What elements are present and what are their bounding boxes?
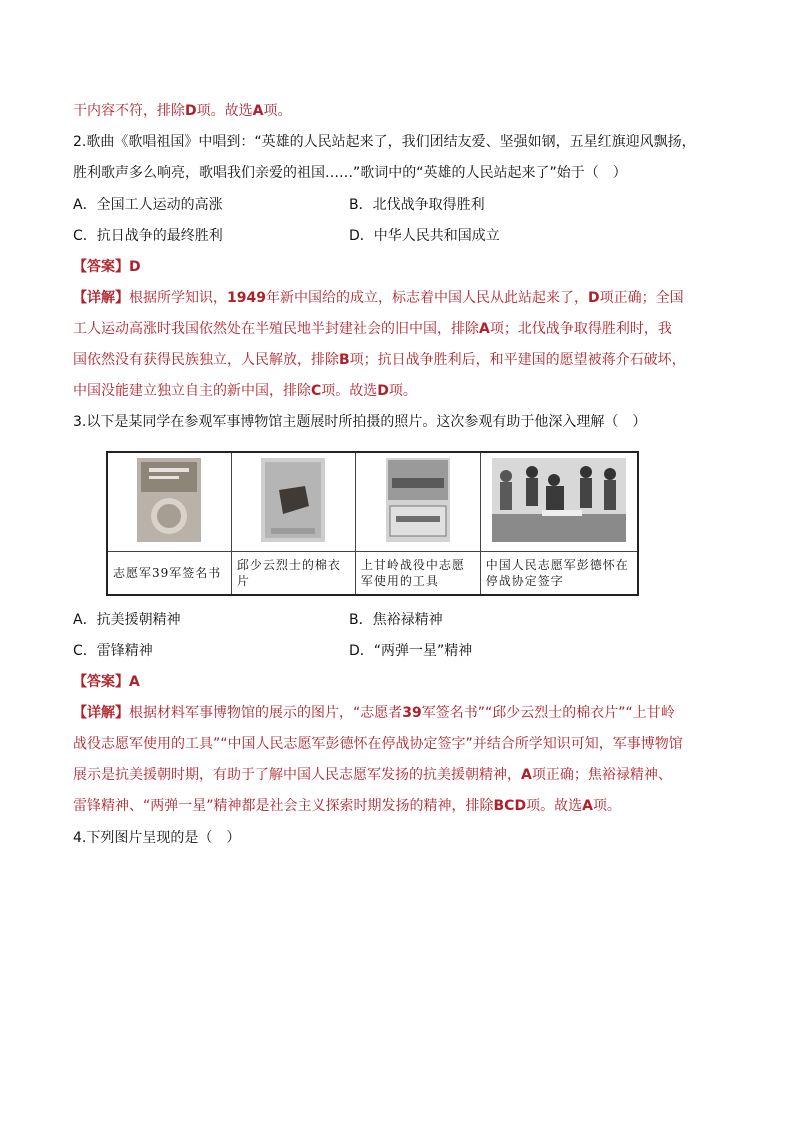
armistice-image xyxy=(492,458,626,542)
q3-option-a: A．抗美援朝精神 xyxy=(73,612,181,628)
q3-detail-line1: 【详解】根据材料军事博物馆的展示的图片，“志愿者39军签名书”“邱少云烈士的棉衣片”“上甘岭 xyxy=(73,705,675,721)
q2-answer: 【答案】D xyxy=(73,259,141,275)
q2-option-b: B．北伐战争取得胜利 xyxy=(349,197,485,213)
photo-shangganling-tools xyxy=(355,452,480,552)
caption-tools: 上甘岭战役中志愿军使用的工具 xyxy=(355,552,480,596)
q3-stem: 3.以下是某同学在参观军事博物馆主题展时所拍摄的照片。这次参观有助于他深入理解（ ） xyxy=(73,414,647,430)
q2-stem-line2: 胜利歌声多么响亮，歌唱我们亲爱的祖国……”歌词中的“英雄的人民站起来了”始于（ ） xyxy=(73,165,627,181)
q2-stem-line1: 2.歌曲《歌唱祖国》中唱到：“英雄的人民站起来了，我们团结友爱、坚强如钢，五星红旗迎风飘扬， xyxy=(73,134,696,150)
q3-detail-line2: 战役志愿军使用的工具”“中国人民志愿军彭德怀在停战协定签字”并结合所学知识可知，军事博物馆 xyxy=(73,736,683,752)
caption-armistice: 中国人民志愿军彭德怀在停战协定签字 xyxy=(480,552,638,596)
q2-detail-line2: 工人运动高涨时我国依然处在半殖民地半封建社会的旧中国，排除A项；北伐战争取得胜利时，我 xyxy=(73,321,672,337)
prev-answer-tail: 干内容不符，排除D项。故选A项。 xyxy=(73,103,292,119)
q3-answer: 【答案】A xyxy=(73,674,140,690)
photo-cotton-coat-piece xyxy=(231,452,355,552)
museum-photo-table xyxy=(106,451,639,596)
q2-option-c: C．抗日战争的最终胜利 xyxy=(73,228,223,244)
q2-detail-line3: 国依然没有获得民族独立，人民解放，排除B项；抗日战争胜利后，和平建国的愿望被蒋介石破坏， xyxy=(73,352,686,368)
tools-image xyxy=(386,458,450,542)
caption-signature-book: 志愿军39军签名书 xyxy=(107,552,231,596)
q3-option-d: D．“两弹一星”精神 xyxy=(349,643,473,659)
q4-stem: 4.下列图片呈现的是（ ） xyxy=(73,830,241,846)
caption-cotton-coat: 邱少云烈士的棉衣片 xyxy=(231,552,355,596)
cotton-coat-image xyxy=(261,458,325,542)
q3-detail-line3: 展示是抗美援朝时期，有助于了解中国人民志愿军发扬的抗美援朝精神，A项正确；焦裕禄精神、 xyxy=(73,767,672,783)
signature-book-image xyxy=(137,458,201,542)
photo-signature-book xyxy=(107,452,231,552)
photo-armistice-signing xyxy=(480,452,638,552)
q3-option-c: C．雷锋精神 xyxy=(73,643,153,659)
q2-detail-line4: 中国没能建立独立自主的新中国，排除C项。故选D项。 xyxy=(73,383,417,399)
q2-option-a: A．全国工人运动的高涨 xyxy=(73,197,223,213)
q3-detail-line4: 雷锋精神、“两弹一星”精神都是社会主义探索时期发扬的精神，排除BCD项。故选A项。 xyxy=(73,798,621,814)
q3-option-b: B．焦裕禄精神 xyxy=(349,612,443,628)
q2-detail-line1: 【详解】根据所学知识，1949年新中国给的成立，标志着中国人民从此站起来了，D项正确；全国 xyxy=(73,290,684,306)
q2-option-d: D．中华人民共和国成立 xyxy=(349,228,500,244)
